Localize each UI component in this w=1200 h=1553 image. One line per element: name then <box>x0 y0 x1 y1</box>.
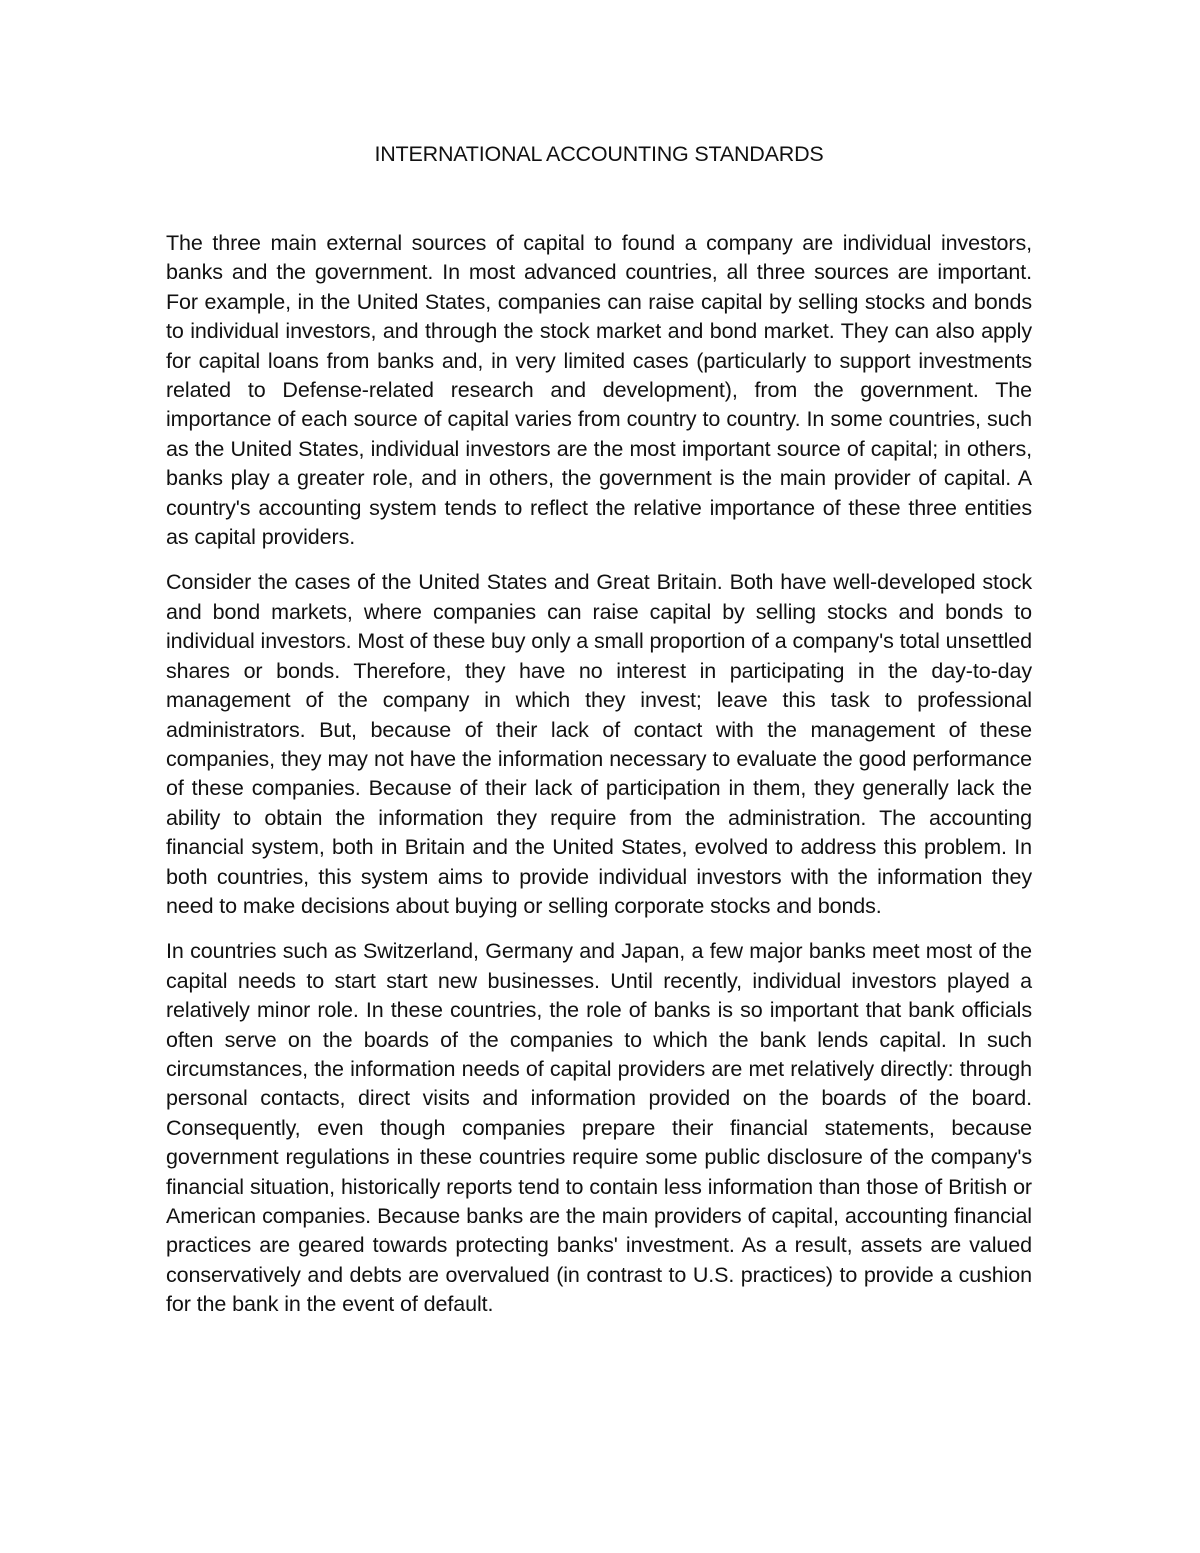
paragraph-switzerland-germany-japan: In countries such as Switzerland, Germany and Japan, a few major banks meet most of the capital needs to start start new businesses. Until recently, individual investors played a relatively minor role. In these countries, the role of banks is so important that bank officials often serve on the boards of the companies to which the bank lends capital. In such circumstances, the information needs of capital providers are met relatively directly: through personal contacts, direct visits and information provided on the boards of the board. Consequently, even though companies prepare their financial statements, because government regulations in these countries require some public disclosure of the company's financial situation, historically reports tend to contain less information than those of British or American companies. Because banks are the main providers of capital, accounting financial practices are geared towards protecting banks' investment. As a result, assets are valued conservatively and debts are overvalued (in contrast to U.S. practices) to provide a cushion for the bank in the event of default. <box>166 939 1032 1317</box>
document-title: INTERNATIONAL ACCOUNTING STANDARDS <box>374 142 824 166</box>
paragraph-capital-sources: The three main external sources of capital to found a company are individual investors, banks and the government. In most advanced countries, all three sources are important. For example, in the United States, companies can raise capital by selling stocks and bonds to individual investors, and through the stock market and bond market. They can also apply for capital loans from banks and, in very limited cases (particularly to support investments related to Defense-related research and development), from the government. The importance of each source of capital varies from country to country. In some countries, such as the United States, individual investors are the most important source of capital; in others, banks play a greater role, and in others, the government is the main provider of capital. A country's accounting system tends to reflect the relative importance of these three entities as capital providers. <box>166 231 1032 550</box>
document-body <box>166 229 1032 1336</box>
paragraph-us-britain: Consider the cases of the United States and Great Britain. Both have well-developed stock and bond markets, where companies can raise capital by selling stocks and bonds to individual investors. Most of these buy only a small proportion of a company's total unsettled shares or bonds. Therefore, they have no interest in participating in the day-to-day management of the company in which they invest; leave this task to professional administrators. But, because of their lack of contact with the management of these companies, they may not have the information necessary to evaluate the good performance of these companies. Because of their lack of participation in them, they generally lack the ability to obtain the information they require from the administration. The accounting financial system, both in Britain and the United States, evolved to address this problem. In both countries, this system aims to provide individual investors with the information they need to make decisions about buying or selling corporate stocks and bonds. <box>166 570 1032 918</box>
